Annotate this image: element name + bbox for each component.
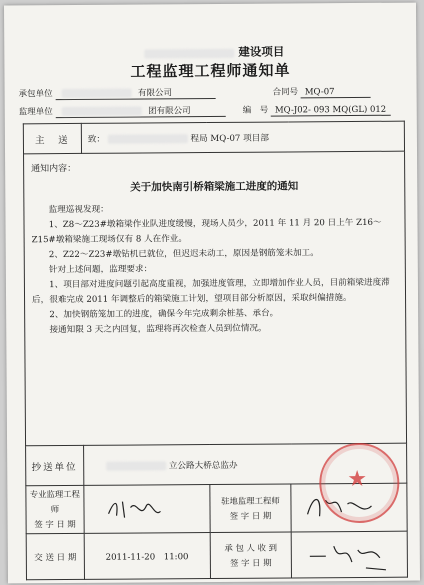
notice-paragraph: 1、项目部对进度问题引起高度重视，加强进度管理，立即增加作业人员，目前箱梁进度滞后，很难完成 2011 年调整后的箱梁施工计划，望项目部分析原因，采取纠偏措施。 — [32, 277, 390, 306]
pro-engineer-label-2: 签 字 日 期 — [34, 518, 76, 530]
contract-label: 合同号 — [272, 87, 299, 98]
pro-engineer-label-1: 专业监理工程师 — [29, 488, 80, 515]
redacted-project-name — [144, 48, 234, 58]
contractor-field — [55, 86, 215, 100]
redacted-main-send — [108, 134, 188, 144]
supervisor-row — [19, 104, 226, 118]
handwritten-signature — [306, 538, 396, 575]
notice-intro: 通知内容： — [31, 163, 77, 175]
notice-paragraph: 监理巡视发现： — [48, 204, 109, 216]
resident-engineer-label-cell — [209, 484, 291, 533]
signature-row-2 — [26, 531, 407, 580]
notice-paragraph: 2、加快钢筋笼加工的进度，确保今年完成剩余桩基、承台。 — [49, 308, 279, 321]
main-send-value: 致： — [87, 134, 106, 145]
contract-value: MQ-07 — [304, 87, 335, 98]
handwritten-signature — [104, 493, 174, 523]
notice-paragraph: 2、Z22～Z23#墩钻机已就位，但迟迟未动工，原因是钢筋笼未加工。 — [48, 248, 319, 261]
contractor-value: 有限公司 — [137, 88, 173, 99]
number-label: 编 号 — [242, 105, 269, 116]
main-send-row — [23, 121, 404, 154]
notice-content-row — [24, 151, 407, 446]
main-send-label: 主 送 — [23, 123, 81, 153]
notice-paragraph: 针对上述问题，监理要求： — [48, 264, 153, 276]
number-row — [243, 103, 391, 117]
form-title: 工程监理工程师通知单 — [130, 61, 291, 81]
contractor-receive-label-1: 承 包 人 收 到 — [224, 542, 278, 553]
number-field — [271, 105, 391, 117]
official-seal-icon — [319, 443, 400, 524]
redacted-contractor — [61, 89, 131, 98]
notice-content-cell — [24, 151, 407, 446]
main-send-tail: 程局 MQ-07 项目部 — [190, 133, 269, 144]
notice-title: 关于加快南引桥箱梁施工进度的通知 — [130, 180, 299, 194]
cc-label: 抄送单位 — [26, 445, 84, 485]
notice-paragraph: 接通知限 3 天之内回复，监理将再次检查人员到位情况。 — [49, 323, 267, 336]
redacted-supervisor — [61, 106, 141, 116]
delivery-label: 交 送 日 期 — [26, 533, 84, 579]
project-header — [144, 43, 414, 61]
resident-engineer-label-2: 签 字 日 期 — [229, 510, 272, 521]
contractor-label: 承包单位 — [18, 89, 53, 100]
contractor-row — [19, 86, 216, 100]
contractor-receive-label-cell — [210, 532, 292, 579]
contractor-receive-label-2: 签 字 日 期 — [230, 557, 272, 568]
contractor-receive-signature-cell — [291, 531, 407, 578]
contract-row — [273, 85, 371, 99]
notice-document — [4, 3, 420, 584]
supervisor-field — [55, 104, 225, 118]
number-value: MQ-J02- 093 MQ(GL) 012 — [274, 104, 387, 116]
delivery-value: 2011-11-20 11:00 — [84, 533, 210, 580]
resident-engineer-label-1: 驻地监理工程师 — [221, 495, 280, 506]
pro-engineer-signature-cell — [84, 485, 210, 534]
seal-star-icon: ★ — [347, 466, 368, 493]
main-send-cell — [81, 121, 404, 153]
pro-engineer-label-cell — [26, 485, 84, 533]
redacted-cc — [106, 461, 166, 470]
cc-value: 立公路大桥总监办 — [168, 460, 238, 471]
supervisor-label: 监理单位 — [18, 107, 53, 118]
contract-field — [301, 87, 371, 98]
supervisor-value: 团有限公司 — [148, 106, 191, 117]
notice-paragraph: 1、Z8～Z23#墩箱梁作业队进度缓慢，现场人员少，2011 年 11 月 20 日上午 Z16～Z15#墩箱梁施工现场仅有 8 人在作业。 — [31, 217, 382, 246]
project-line: 建设项目 — [238, 44, 285, 59]
